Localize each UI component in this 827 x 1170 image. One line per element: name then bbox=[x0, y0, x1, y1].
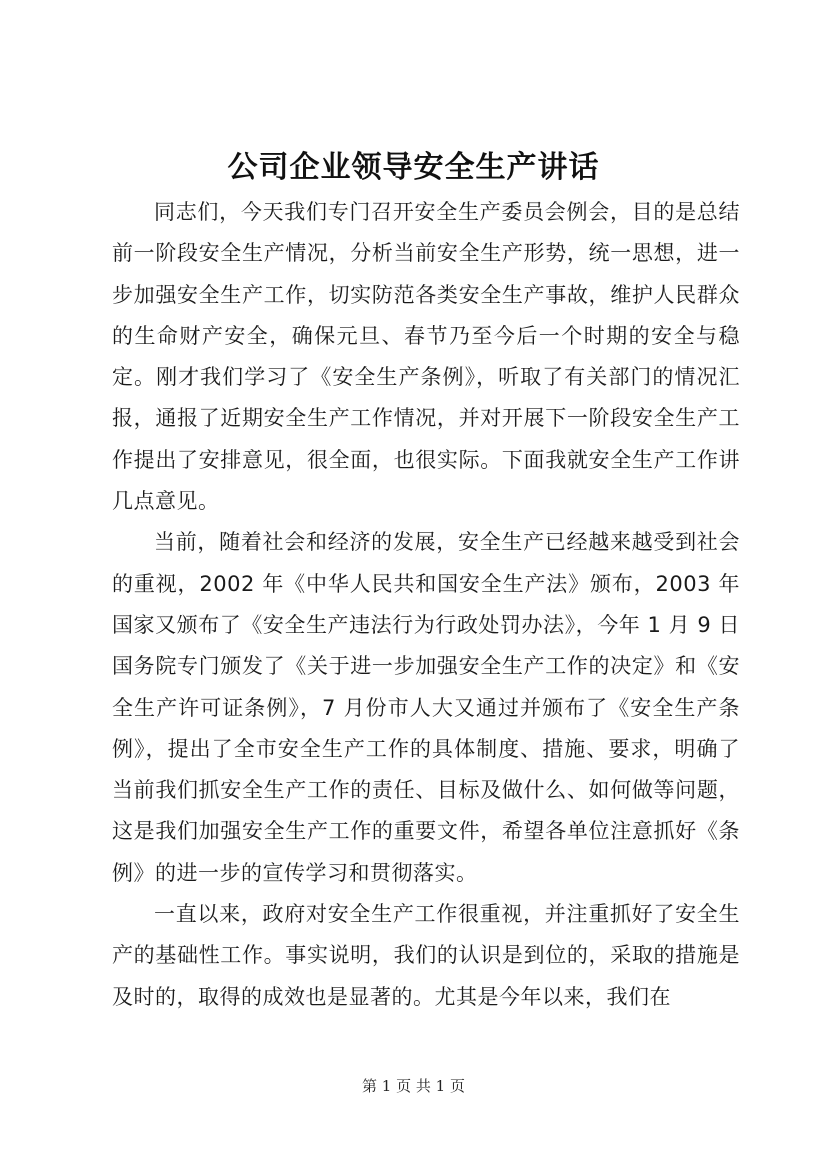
document-body bbox=[112, 192, 740, 1018]
document-title: 公司企业领导安全生产讲话 bbox=[227, 150, 600, 185]
page-footer: 第 1 页 共 1 页 bbox=[362, 1077, 465, 1095]
paragraph-2: 当前，随着社会和经济的发展，安全生产已经越来越受到社会的重视，2002 年《中华人民共和国安全生产法》颁布，2003 年国家又颁布了《安全生产违法行为行政处罚办法》，今年 1 月 9 日国务院专门颁发了《关于进一步加强安全生产工作的决定》和《安全生产许可证条例》，7 月份市人大又通过并颁布了《安全生产条例》，提出了全市安全生产工作的具体制度、措施、要求，明确了当前我们抓安全生产工作的责任、目标及做什么、如何做等问题，这是我们加强安全生产工作的重要文件，希望各单位注意抓好《条例》的进一步的宣传学习和贯彻落实。 bbox=[112, 530, 740, 885]
paragraph-3: 一直以来，政府对安全生产工作很重视，并注重抓好了安全生产的基础性工作。事实说明，我们的认识是到位的，采取的措施是及时的，取得的成效也是显著的。尤其是今年以来，我们在 bbox=[112, 902, 740, 1009]
paragraph-1: 同志们，今天我们专门召开安全生产委员会例会，目的是总结前一阶段安全生产情况，分析当前安全生产形势，统一思想，进一步加强安全生产工作，切实防范各类安全生产事故，维护人民群众的生命财产安全，确保元旦、春节乃至今后一个时期的安全与稳定。刚才我们学习了《安全生产条例》，听取了有关部门的情况汇报，通报了近期安全生产工作情况，并对开展下一阶段安全生产工作提出了安排意见，很全面，也很实际。下面我就安全生产工作讲几点意见。 bbox=[112, 200, 740, 514]
